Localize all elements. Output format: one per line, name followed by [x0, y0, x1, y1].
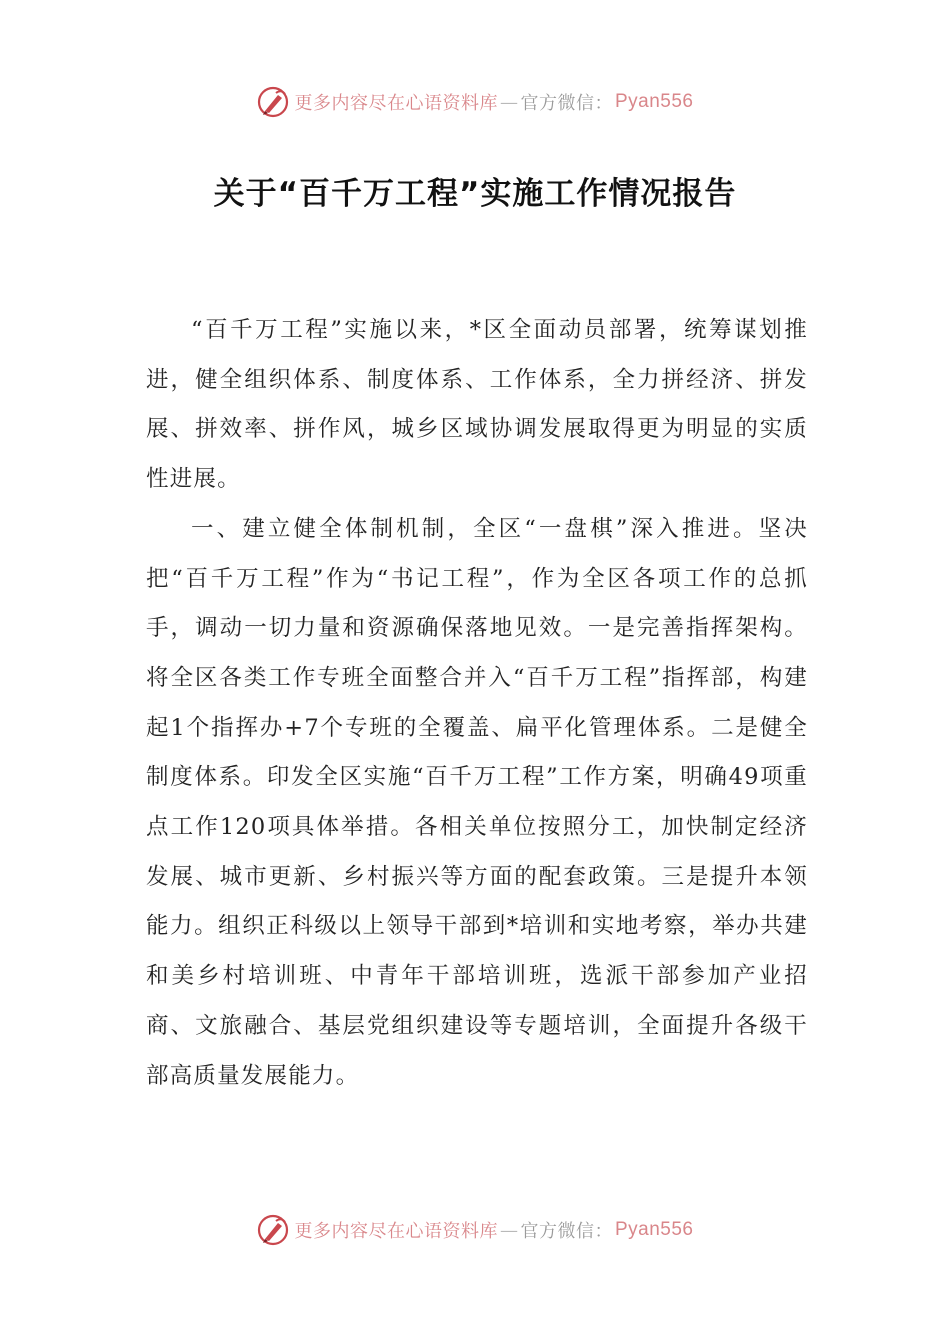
paragraph-intro: “百千万工程”实施以来，*区全面动员部署，统筹谋划推进，健全组织体系、制度体系、工作体系，全力拼经济、拼发展、拼效率、拼作风，城乡区域协调发展取得更为明显的实质性进展。: [146, 317, 808, 493]
watermark-wechat-id: Pyan556: [614, 1219, 694, 1240]
document-body: [146, 306, 808, 1101]
watermark-banner-top: [0, 82, 950, 122]
document-title: 关于“百千万工程”实施工作情况报告: [213, 176, 737, 212]
watermark-site-text: 更多内容尽在心语资料库: [294, 93, 498, 114]
watermark-site-text: 更多内容尽在心语资料库: [294, 1221, 498, 1242]
pen-nib-icon: [256, 85, 290, 119]
watermark-banner-bottom: [0, 1210, 950, 1250]
pen-nib-icon: [256, 1213, 290, 1247]
watermark-dash: —: [499, 91, 519, 113]
watermark-wechat-id: Pyan556: [614, 91, 694, 112]
watermark-wechat-label: 官方微信：: [520, 1221, 613, 1242]
paragraph-section-one: 一、建立健全体制机制，全区“一盘棋”深入推进。坚决把“百千万工程”作为“书记工程”，作为全区各项工作的总抓手，调动一切力量和资源确保落地见效。一是完善指挥架构。将全区各类工作专班全面整合并入“百千万工程”指挥部，构建起1个指挥办+7个专班的全覆盖、扁平化管理体系。二是健全制度体系。印发全区实施“百千万工程”工作方案，明确49项重点工作120项具体举措。各相关单位按照分工，加快制定经济发展、城市更新、乡村振兴等方面的配套政策。三是提升本领能力。组织正科级以上领导干部到*培训和实地考察，举办共建和美乡村培训班、中青年干部培训班，选派干部参加产业招商、文旅融合、基层党组织建设等专题培训，全面提升各级干部高质量发展能力。: [146, 515, 808, 1089]
watermark-wechat-label: 官方微信：: [520, 93, 613, 114]
watermark-dash: —: [499, 1219, 519, 1241]
